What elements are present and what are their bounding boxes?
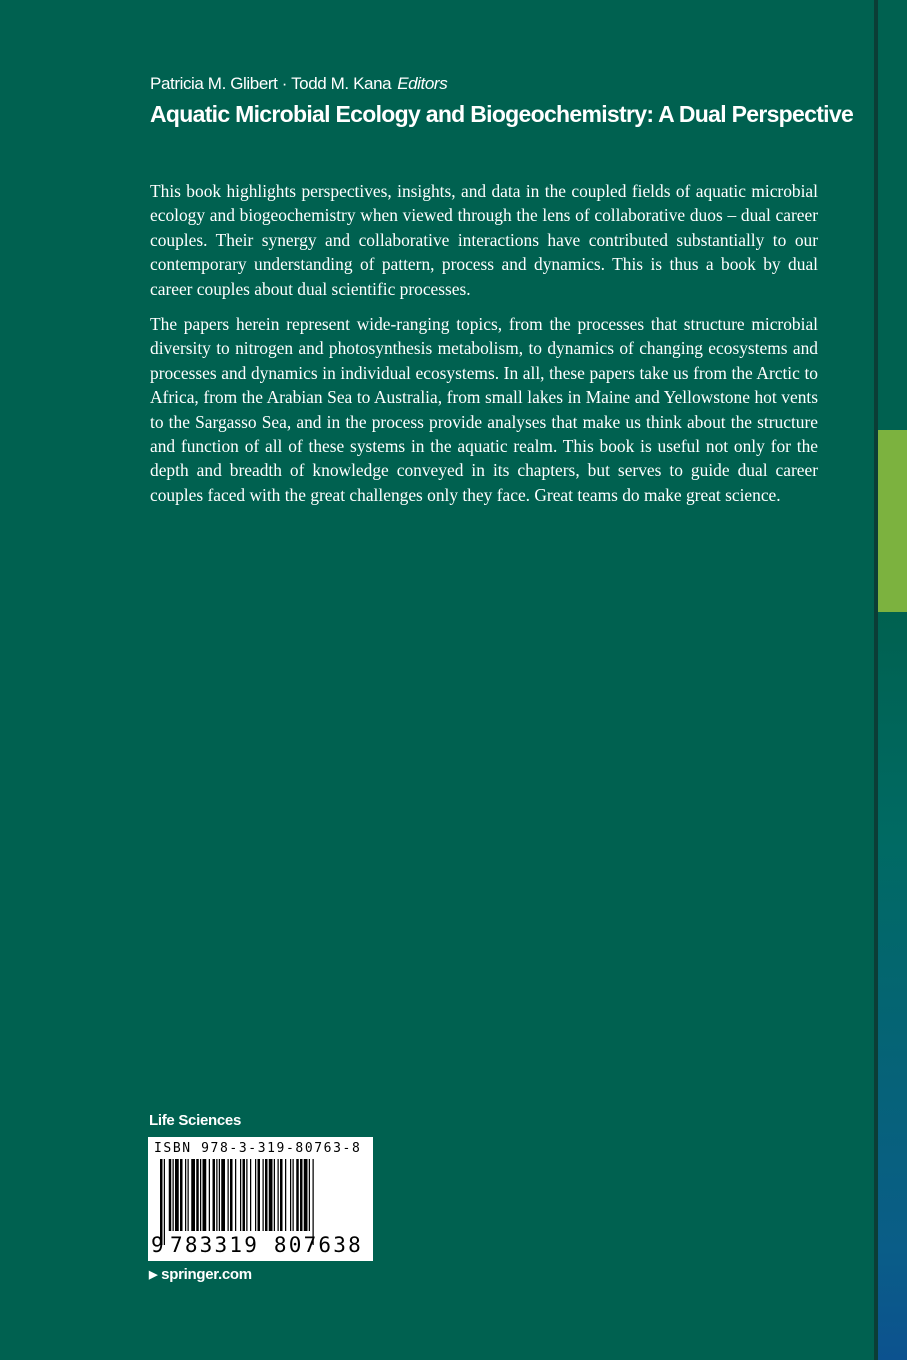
barcode-bar [280, 1159, 283, 1231]
barcode-bar [230, 1159, 233, 1231]
barcode-bar [191, 1159, 195, 1231]
barcode-bar [213, 1159, 216, 1231]
barcode-bar [246, 1159, 247, 1231]
editor-names: Patricia M. Glibert · Todd M. Kana [150, 74, 392, 93]
barcode-bar [309, 1159, 310, 1231]
barcode-bar [296, 1159, 299, 1231]
book-title: Aquatic Microbial Ecology and Biogeochemistry: A Dual Perspective [150, 101, 854, 127]
editors-role: Editors [397, 74, 448, 93]
barcode-bar [290, 1159, 291, 1231]
barcode-bar [285, 1159, 286, 1231]
barcode-bar [304, 1159, 308, 1231]
barcode-bar [265, 1159, 268, 1231]
barcode-bar [293, 1159, 294, 1231]
barcode-bar [263, 1159, 264, 1231]
triangle-right-icon: ▶ [149, 1269, 158, 1281]
barcode-bar [173, 1159, 174, 1231]
subject-category: Life Sciences [149, 1112, 241, 1129]
barcode-bar [188, 1159, 189, 1231]
barcode [148, 1137, 373, 1261]
barcode-bar [235, 1159, 236, 1231]
barcode-bar [274, 1159, 275, 1231]
barcode-bar [255, 1159, 256, 1231]
barcode-bar [209, 1159, 210, 1231]
barcode-bar [221, 1159, 225, 1231]
barcode-bar [219, 1159, 220, 1231]
color-stripe [878, 0, 907, 1360]
barcode-bar [196, 1159, 199, 1231]
blurb-paragraph-1: This book highlights perspectives, insights, and data in the coupled fields of aquatic microbial ecology and biogeochemistry when viewed through the lens of collaborative duos – dual career couples. Their synergy and collaborative interactions have contributed substantially to our contemporary understanding of pattern, process and dynamics. This is thus a book by dual career couples about dual scientific processes. [150, 181, 818, 299]
ean-digits: 783319 807638 [170, 1233, 363, 1257]
ean-leading-digit: 9 [151, 1233, 164, 1257]
blurb [150, 179, 818, 518]
barcode-bar [258, 1159, 261, 1231]
isbn-label: ISBN 978-3-319-80763-8 [154, 1141, 362, 1156]
barcode-bar [243, 1159, 246, 1231]
barcode-bar [216, 1159, 217, 1231]
barcode-bar [203, 1159, 207, 1231]
editors-line [150, 74, 447, 94]
barcode-bar [228, 1159, 229, 1231]
barcode-bar [300, 1159, 303, 1231]
barcode-bar [240, 1159, 241, 1231]
barcode-bar [169, 1159, 172, 1231]
blurb-paragraph-2: The papers herein represent wide-ranging topics, from the processes that structure microbial diversity to nitrogen and photosynthesis metabolism, to dynamics of changing ecosystems and processes and dynamics in individual ecosystems. In all, these papers take us from the Arctic to Africa, from the Arabian Sea to Australia, from small lakes in Maine and Yellowstone hot vents to the Sargasso Sea, and in the process provide analyses that make us think about the structure and function of all of these systems in the aquatic realm. This book is useful not only for the depth and breadth of knowledge conveyed in its chapters, but serves to guide dual career couples faced with the great challenges only they face. Great teams do make great science. [150, 314, 818, 505]
barcode-bar [175, 1159, 179, 1231]
barcode-bar [269, 1159, 273, 1231]
barcode-bar [180, 1159, 183, 1231]
publisher-link[interactable] [149, 1266, 252, 1283]
barcode-bar [250, 1159, 251, 1231]
publisher-url: springer.com [161, 1266, 252, 1283]
barcode-bar [164, 1159, 165, 1245]
barcode-bar [185, 1159, 186, 1231]
barcode-bar [200, 1159, 201, 1231]
barcode-bar [278, 1159, 279, 1231]
